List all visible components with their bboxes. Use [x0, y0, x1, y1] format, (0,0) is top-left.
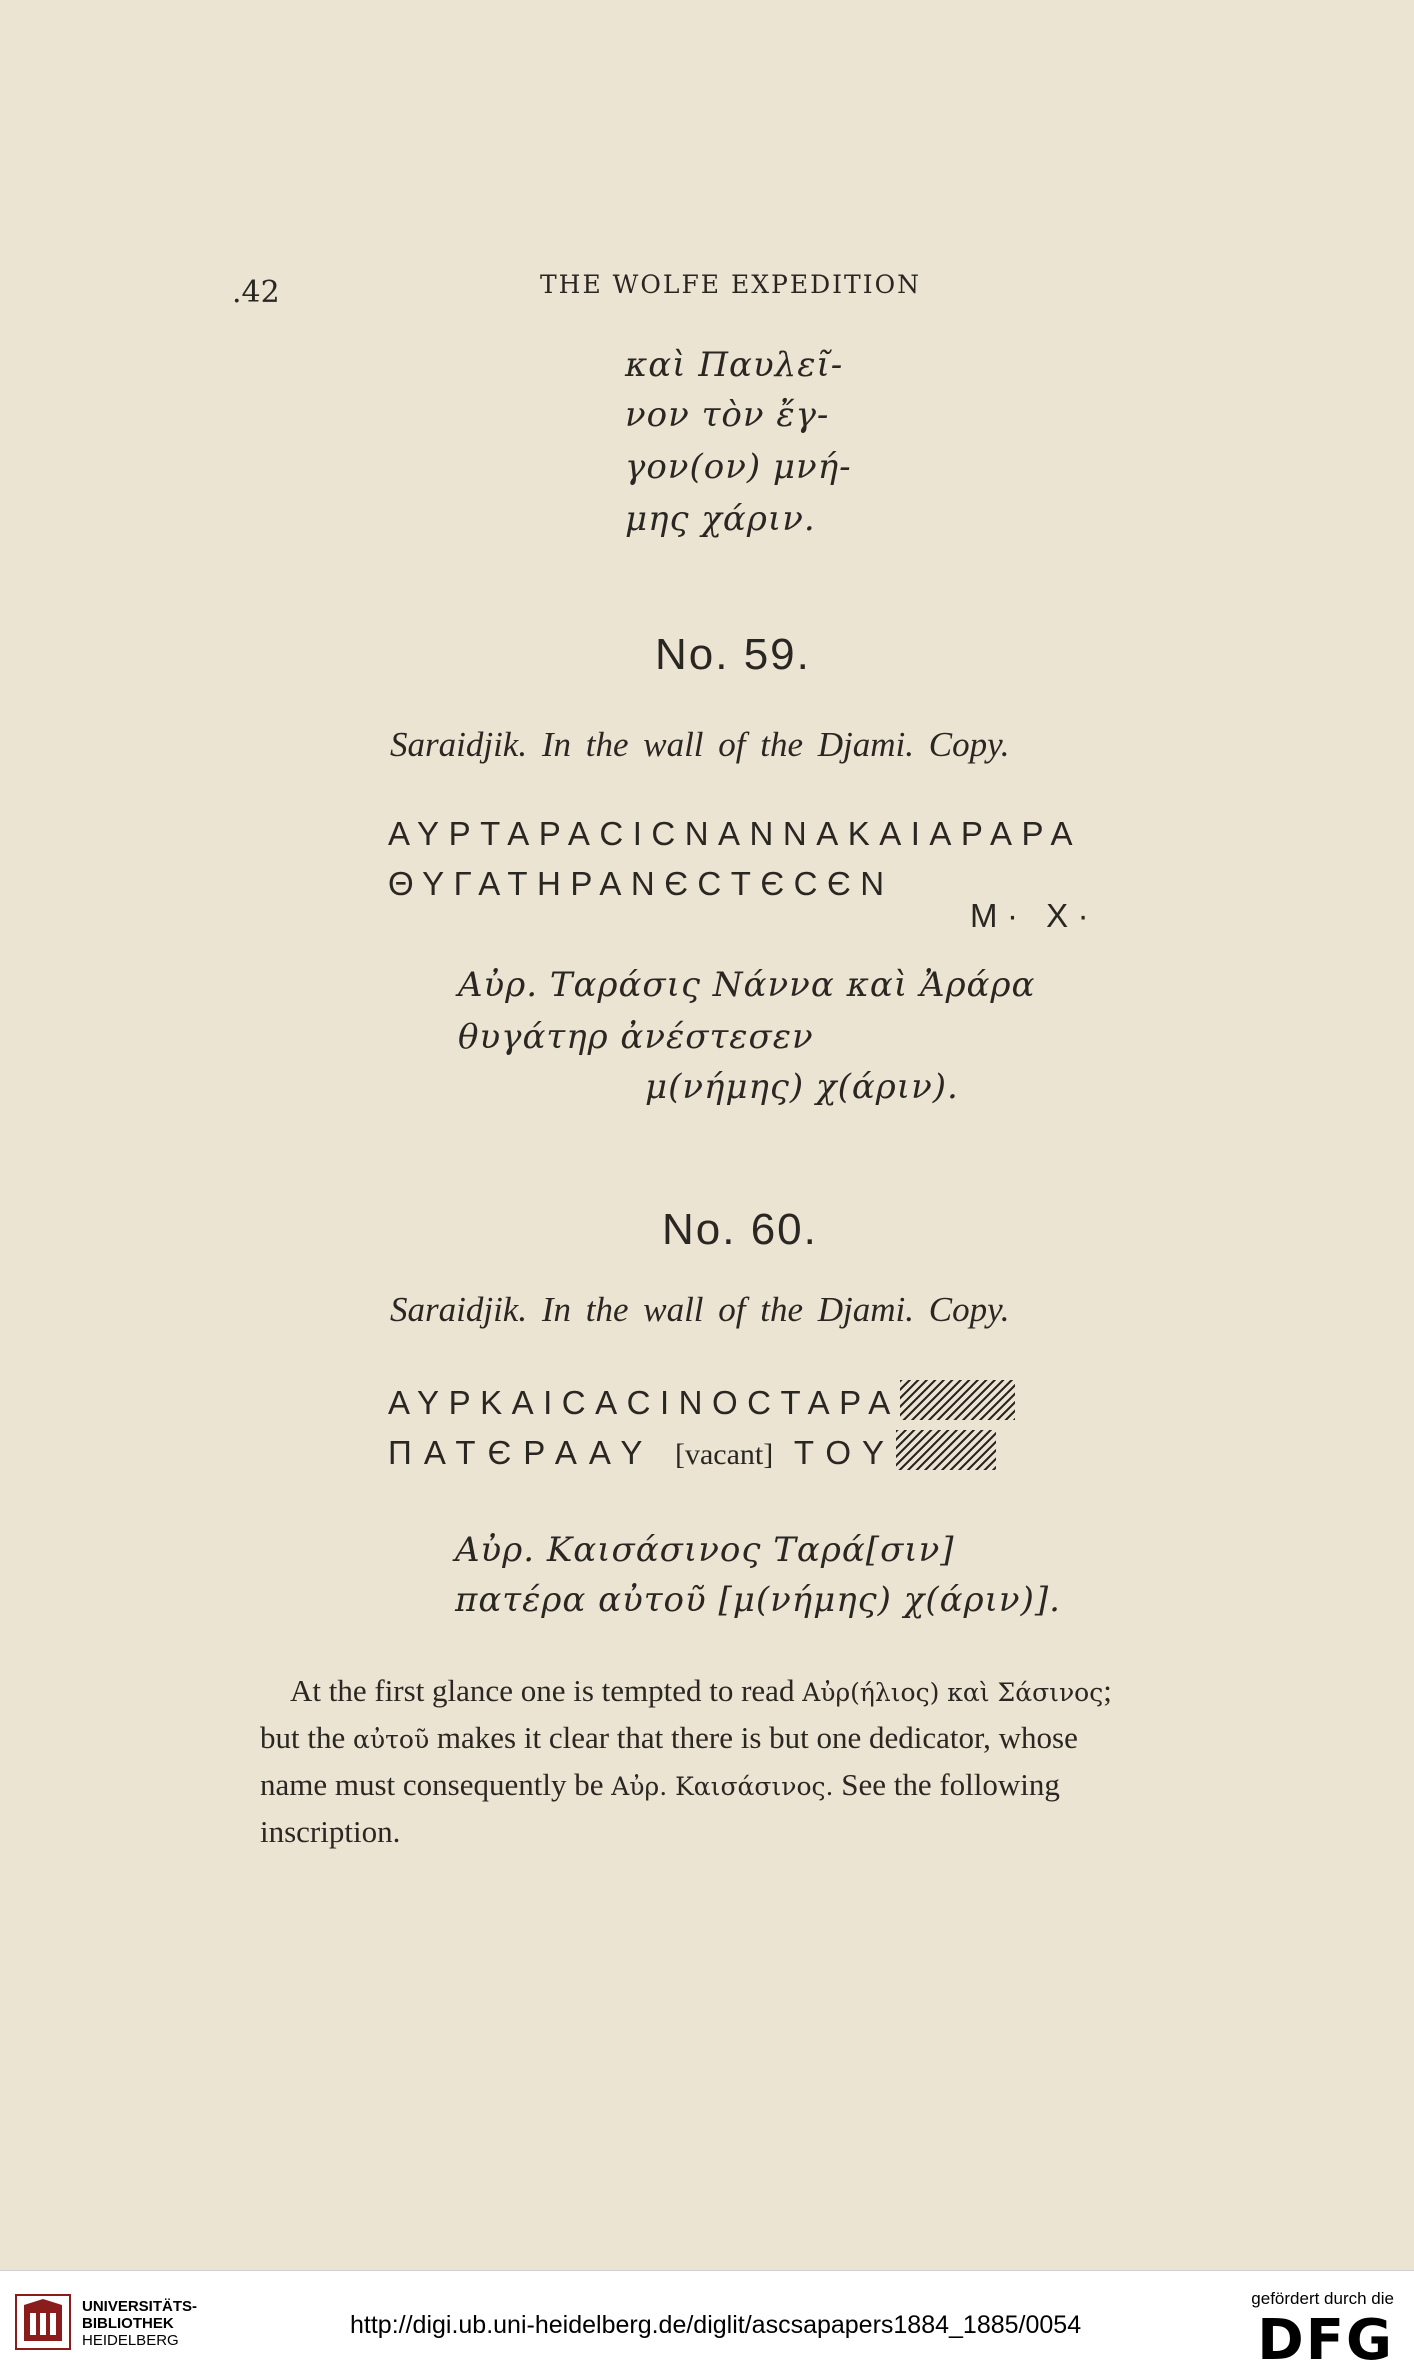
uncial-line: ΘΥΓΑΤΗΡΑΝЄCΤЄCЄΝ: [388, 865, 894, 902]
uncial-line: Μ· Χ·: [970, 897, 1099, 934]
greek-line: μης χάριν.: [625, 499, 816, 539]
greek-line: νον τὸν ἔγ-: [625, 395, 830, 435]
transcription-line: θυγάτηρ ἀνέστεσεν: [458, 1017, 814, 1057]
commentary-text: ;: [1103, 1673, 1112, 1708]
transcription-line: Αὐρ. Καισάσινος Ταρά[σιν]: [455, 1530, 955, 1570]
uncial-text: ΠΑΤЄΡΑΑΥ: [388, 1434, 654, 1471]
inscription-location-59: Saraidjik. In the wall of the Djami. Copy.: [390, 725, 1010, 764]
permalink-url[interactable]: http://digi.ub.uni-heidelberg.de/diglit/ascsapapers1884_1885/0054: [350, 2311, 1082, 2339]
commentary-text: inscription.: [260, 1814, 401, 1849]
inscription-number-59: No. 59.: [655, 630, 811, 679]
university-library-logo-icon: [14, 2293, 72, 2351]
vacant-note: [vacant]: [675, 1438, 774, 1471]
page-number: .42: [232, 275, 280, 310]
transcription-line: μ(νήμης) χ(άριν).: [645, 1067, 959, 1107]
uncial-text: ΑΥΡΚΑΙCΑCΙΝΟCΤΑΡΑ: [388, 1384, 900, 1421]
funding-caption: gefördert durch die: [1251, 2289, 1394, 2308]
running-title: THE WOLFE EXPEDITION: [540, 270, 921, 299]
damaged-area: [900, 1380, 1015, 1420]
commentary-text: name must consequently be: [260, 1767, 612, 1802]
uncial-line: ΑΥΡΤΑΡΑCΙCΝΑΝΝΑΚΑΙΑΡΑΡΑ: [388, 815, 1083, 852]
transcription-line: πατέρα αὐτοῦ [μ(νήμης) χ(άριν)].: [455, 1580, 1061, 1620]
greek-inline: αὐτοῦ: [353, 1725, 430, 1754]
commentary-text: See the following: [833, 1767, 1060, 1802]
inscription-location-60: Saraidjik. In the wall of the Djami. Copy.: [390, 1290, 1010, 1329]
greek-inline: Αὐρ. Καισάσινος.: [611, 1772, 834, 1801]
uncial-text: ΤΟΥ: [793, 1434, 897, 1471]
greek-line: καὶ Παυλεῖ-: [625, 345, 844, 385]
commentary-text: but the: [260, 1720, 353, 1755]
dfg-logo: DFG: [1257, 2308, 1394, 2373]
greek-line: γον(ον) μνή-: [625, 447, 852, 487]
commentary-text: makes it clear that there is but one dedicator, whose: [429, 1720, 1078, 1755]
damaged-area: [896, 1430, 996, 1470]
uncial-line: [388, 1430, 996, 1472]
commentary-text: At the first glance one is tempted to read: [290, 1673, 803, 1708]
commentary-paragraph: [260, 1668, 1245, 1854]
inscription-number-60: No. 60.: [662, 1205, 818, 1254]
greek-inline: Αὐρ(ήλιος) καὶ Σάσινος: [802, 1678, 1104, 1707]
viewer-footer: [0, 2270, 1414, 2378]
transcription-line: Αὐρ. Ταράσις Νάννα καὶ Ἀράρα: [458, 965, 1036, 1005]
library-name: UNIVERSITÄTS- BIBLIOTHEK HEIDELBERG: [82, 2298, 198, 2349]
uncial-line: [388, 1380, 1015, 1422]
